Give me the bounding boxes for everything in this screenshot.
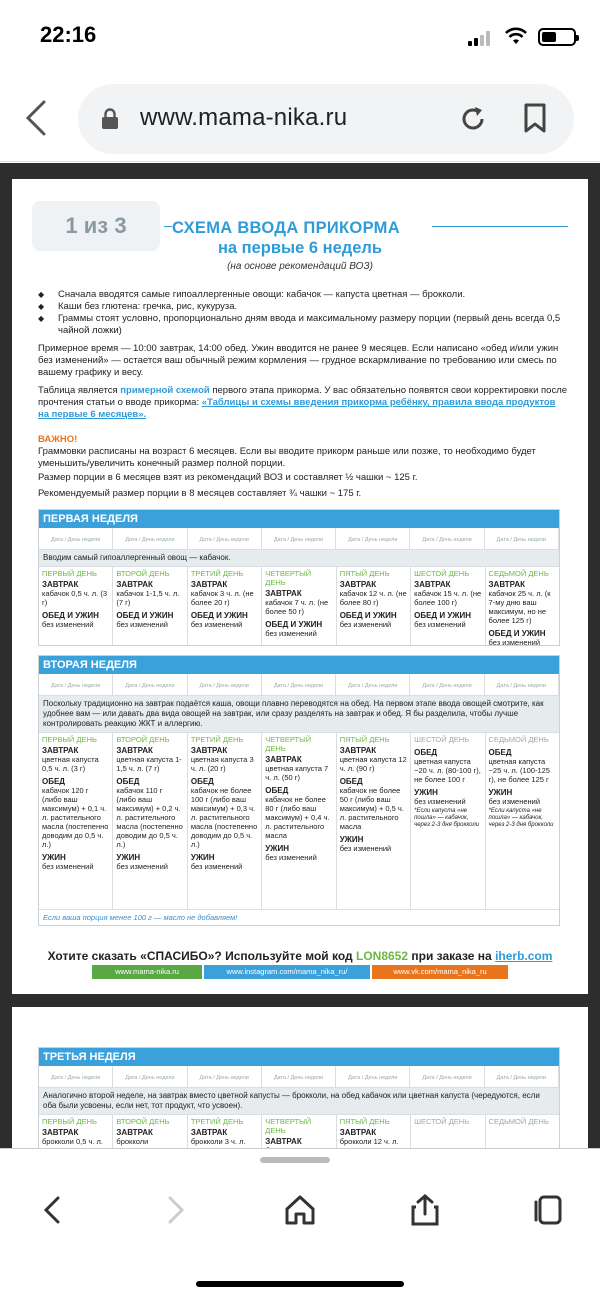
day-name: ТРЕТИЙ ДЕНЬ [190, 569, 244, 578]
date-cell: Дата / День недели [113, 674, 187, 695]
meal-label: ОБЕД И УЖИН [488, 629, 546, 638]
date-cell: Дата / День недели [188, 1066, 262, 1087]
meal-text: без изменений [190, 862, 243, 871]
day-name: СЕДЬМОЙ ДЕНЬ [488, 569, 549, 578]
day-name: ВТОРОЙ ДЕНЬ [116, 735, 170, 744]
title-rule-left [164, 226, 172, 227]
meal-text: без изменений [116, 620, 168, 629]
browser-toolbar [0, 1148, 600, 1298]
date-cell: Дата / День недели [39, 674, 113, 695]
meal-label: ЗАВТРАК [265, 1137, 302, 1146]
meal-text: кабачок не более 50 г (либо ваш максимум) + 0,5 ч. л. растительного масла [339, 786, 404, 831]
date-cell: Дата / День недели [262, 674, 336, 695]
thanks-text-a: Хотите сказать «СПАСИБО»? Используйте мой код [47, 949, 353, 963]
date-cell: Дата / День недели [262, 528, 336, 549]
date-row [39, 528, 559, 550]
meal-label: УЖИН [42, 853, 66, 862]
document-page-1 [12, 179, 588, 994]
week1-days [39, 567, 559, 645]
day-name: ПЯТЫЙ ДЕНЬ [339, 569, 390, 578]
paragraph-scheme [38, 385, 568, 421]
day-cell [113, 733, 187, 909]
date-row [39, 1066, 559, 1088]
date-cell: Дата / День недели [410, 674, 484, 695]
day-cell [486, 733, 559, 909]
share-icon[interactable] [408, 1193, 442, 1227]
day-name: ТРЕТИЙ ДЕНЬ [190, 1117, 244, 1126]
meal-label: УЖИН [339, 835, 364, 844]
thanks-text-b: при заказе на [411, 949, 492, 963]
vk-link[interactable]: www.vk.com/mama_nika_ru [372, 965, 508, 979]
intro-bullets [38, 289, 568, 337]
meal-label: ОБЕД [190, 777, 214, 786]
meal-label: ЗАВТРАК [265, 589, 302, 598]
date-cell: Дата / День недели [485, 674, 559, 695]
week1-note: Вводим самый гипоаллергенный овощ — кабачок. [39, 550, 559, 567]
week3-table [38, 1047, 560, 1160]
meal-label: ОБЕД [265, 786, 289, 795]
day-cell [39, 567, 113, 645]
meal-text: кабачок 15 ч. л. (не более 100 г) [414, 589, 482, 607]
date-cell: Дата / День недели [336, 674, 410, 695]
meal-text: без изменений [116, 862, 168, 871]
meal-label: ЗАВТРАК [42, 1128, 79, 1137]
day-name: ТРЕТИЙ ДЕНЬ [190, 735, 244, 744]
meal-label: УЖИН [414, 788, 438, 797]
browser-address-bar [0, 76, 600, 162]
meal-label: ЗАВТРАК [42, 746, 79, 755]
cellular-signal-icon [468, 30, 494, 46]
date-cell: Дата / День недели [410, 1066, 484, 1087]
meal-label: УЖИН [488, 788, 513, 797]
meal-label: УЖИН [116, 853, 141, 862]
url-field[interactable] [78, 84, 574, 154]
tabs-icon[interactable] [532, 1193, 566, 1227]
day-name: ШЕСТОЙ ДЕНЬ [414, 569, 470, 578]
paragraph-time: Примерное время — 10:00 завтрак, 14:00 обед. Ужин вводится не ранее 9 месяцев. Если написано «обед и/или ужин без изменений» — остается ваш обычный режим кормления — грудное вскармливание по требованию или смесь по вашему графику и весу. [38, 343, 559, 378]
week3-header: ТРЕТЬЯ НЕДЕЛЯ [39, 1048, 559, 1066]
day-cell [188, 567, 262, 645]
meal-label: ЗАВТРАК [414, 580, 451, 589]
meal-label: ОБЕД [42, 777, 66, 786]
lock-icon [100, 108, 120, 130]
meal-text: без изменений [265, 629, 317, 638]
day-name: ПЯТЫЙ ДЕНЬ [339, 1117, 390, 1126]
back-chevron-icon[interactable] [22, 98, 52, 138]
date-cell: Дата / День недели [262, 1066, 336, 1087]
day-name: ВТОРОЙ ДЕНЬ [116, 569, 170, 578]
clock: 22:16 [40, 22, 97, 47]
meal-text: кабачок 7 ч. л. (не более 50 г) [265, 598, 329, 616]
day-name: ПЯТЫЙ ДЕНЬ [339, 735, 390, 744]
day-name: СЕДЬМОЙ ДЕНЬ [488, 1117, 549, 1126]
day-name: ШЕСТОЙ ДЕНЬ [414, 735, 470, 744]
article-link[interactable]: «Таблицы и схемы введения прикорма ребёнку, правила ввода продуктов на первые 6 месяцев». [38, 397, 556, 420]
meal-label: ЗАВТРАК [116, 580, 153, 589]
meal-label: ЗАВТРАК [339, 580, 377, 589]
doc-subtitle-note: (на основе рекомендаций ВОЗ) [227, 261, 373, 272]
meal-label: ЗАВТРАК [190, 746, 228, 755]
date-cell: Дата / День недели [336, 1066, 410, 1087]
day-name: ПЕРВЫЙ ДЕНЬ [42, 735, 97, 744]
day-name: ВТОРОЙ ДЕНЬ [116, 1117, 170, 1126]
meal-text: без изменений [42, 620, 94, 629]
meal-label: ЗАВТРАК [42, 580, 79, 589]
meal-label: ОБЕД И УЖИН [414, 611, 472, 620]
thanks-line [12, 949, 588, 963]
meal-text: кабачок не более 80 г (либо ваш максимум) + 0,4 ч. л. растительного масла [265, 795, 330, 840]
day-cell [411, 567, 485, 645]
bullet-item: ◆ Каши без глютена: гречка, рис, кукуруза. [38, 301, 568, 313]
day-name: ЧЕТВЕРТЫЙ ДЕНЬ [265, 1117, 312, 1135]
meal-text: кабачок 110 г (либо ваш максимум) + 0,2 ч. л. растительного масла (постепенно доводим до 0,5 ч. л.) [116, 786, 183, 849]
doc-title: СХЕМА ВВОДА ПРИКОРМА [172, 219, 400, 237]
meal-text: цветная капуста 0,5 ч. л. (3 г) [42, 755, 99, 773]
important-block [38, 434, 568, 500]
day-cell [39, 733, 113, 909]
day-name: ЧЕТВЕРТЫЙ ДЕНЬ [265, 569, 312, 587]
meal-label: ОБЕД [339, 777, 363, 786]
meal-text: без изменений [190, 620, 243, 629]
date-cell: Дата / День недели [485, 528, 559, 549]
home-icon[interactable] [283, 1193, 317, 1227]
week2-note: Поскольку традиционно на завтрак подаётся каша, овощи плавно переводятся на обед. На первом этапе ввода овощей смотрите, как удобнее вам — или давать два вида овощей на завтрак, или сразу разделять на завтрак и обед. Я бы разделила, чтобы лучше контролировать реакцию ЖКТ и аллергию. [39, 696, 559, 733]
day-name: ЧЕТВЕРТЫЙ ДЕНЬ [265, 735, 312, 753]
meal-text: цветная капуста ~20 ч. л. (80-100 г), не более 100 г [414, 757, 481, 784]
bullet-item: ◆ Граммы стоят условно, пропорционально дням ввода и максимальному размеру порции (первый день всегда 0,5 чайной ложки) [38, 313, 568, 337]
day-cell [411, 733, 485, 909]
page-viewport[interactable] [0, 163, 600, 1148]
week2-header: ВТОРАЯ НЕДЕЛЯ [39, 656, 559, 674]
meal-text: *Если капуста «не пошла» — кабачок, через 2-3 дня брокколи [488, 808, 554, 828]
day-cell [262, 733, 336, 909]
week2-table [38, 655, 560, 926]
iherb-link[interactable]: iherb.com [495, 949, 553, 963]
meal-label: ОБЕД [488, 748, 512, 757]
meal-label: ОБЕД [116, 777, 140, 786]
meal-label: УЖИН [265, 844, 289, 853]
battery-icon [538, 28, 576, 46]
instagram-link[interactable]: www.instagram.com/mama_nika_ru/ [204, 965, 370, 979]
week2-footnote: Если ваша порция менее 100 г — масло не добавляем! [39, 909, 559, 925]
meal-label: ОБЕД И УЖИН [42, 611, 99, 620]
date-cell: Дата / День недели [188, 528, 262, 549]
week1-table [38, 509, 560, 646]
meal-label: ЗАВТРАК [190, 1128, 228, 1137]
meal-text: цветная капуста 1-1,5 ч. л. (7 г) [116, 755, 182, 773]
meal-label: ЗАВТРАК [339, 746, 377, 755]
meal-text: брокколи 3 ч. л. [190, 1137, 246, 1146]
important-heading: ВАЖНО! [38, 434, 78, 445]
date-row [39, 674, 559, 696]
meal-text: цветная капуста ~25 ч. л. (100-125 г), не более 125 г [488, 757, 550, 784]
scheme-text-a: Таблица является [38, 385, 118, 396]
title-rule-right [432, 226, 568, 227]
meal-label: ОБЕД И УЖИН [190, 611, 248, 620]
scheme-highlight: примерной схемой [120, 385, 210, 396]
meal-text: без изменений [414, 797, 466, 806]
paragraph-portion-8m: Рекомендуемый размер порции в 8 месяцев составляет ¾ чашки ~ 175 г. [38, 488, 362, 499]
day-cell [486, 567, 559, 645]
meal-label: ОБЕД И УЖИН [116, 611, 174, 620]
meal-label: ЗАВТРАК [116, 746, 153, 755]
meal-text: кабачок 120 г (либо ваш максимум) + 0,1 ч. л. растительного масла (постепенно доводим до 0,5 ч. л.) [42, 786, 109, 849]
meal-label: ОБЕД И УЖИН [265, 620, 323, 629]
day-cell [113, 567, 187, 645]
week3-note: Аналогично второй неделе, на завтрак вместо цветной капусты — брокколи, на обед кабачок или цветная капуста (чередуются, если оба были усвоены, если нет, тот продукт, что усвоен). [39, 1088, 559, 1115]
meal-label: ЗАВТРАК [190, 580, 228, 589]
meal-label: ЗАВТРАК [339, 1128, 377, 1137]
meal-label: ОБЕД [414, 748, 438, 757]
home-indicator[interactable] [196, 1281, 404, 1287]
day-cell [337, 733, 411, 909]
meal-label: ЗАВТРАК [488, 580, 525, 589]
week2-days [39, 733, 559, 909]
page-badge: 1 из 3 [32, 201, 160, 251]
bullet-item: ◆ Сначала вводятся самые гипоаллергенные овощи: кабачок — капуста цветная — брокколи. [38, 289, 568, 301]
meal-text: кабачок не более 100 г (либо ваш максимум) + 0,3 ч. л. растительного масла (постепенно доводим до 0,5 ч. л.) [190, 786, 258, 849]
day-name: СЕДЬМОЙ ДЕНЬ [488, 735, 549, 744]
date-cell: Дата / День недели [188, 674, 262, 695]
scheme-text-b: первого этапа прикорма. У вас обязательно появятся свои корректировки после прочтения статьи о вводе прикорма: [38, 385, 568, 408]
meal-text: кабачок 3 ч. л. (не более 20 г) [190, 589, 254, 607]
meal-text: кабачок 12 ч. л. (не более 80 г) [339, 589, 407, 607]
meal-text: без изменений [488, 638, 541, 647]
day-name: ШЕСТОЙ ДЕНЬ [414, 1117, 470, 1126]
day-cell [337, 567, 411, 645]
paragraph-age: Граммовки расписаны на возраст 6 месяцев. Если вы вводите прикорм раньше или позже, то необходимо будет уменьшить/увеличить конечный размер полной порции. [38, 446, 536, 469]
status-bar [0, 0, 600, 70]
bookmark-icon[interactable] [522, 102, 548, 134]
day-name: ПЕРВЫЙ ДЕНЬ [42, 1117, 97, 1126]
date-cell: Дата / День недели [113, 528, 187, 549]
meal-text: без изменений [339, 844, 392, 853]
meal-text: без изменений [42, 862, 94, 871]
meal-label: ЗАВТРАК [116, 1128, 153, 1137]
meal-text: без изменений [414, 620, 466, 629]
forward-icon[interactable] [158, 1193, 192, 1227]
scroll-handle[interactable] [260, 1157, 330, 1163]
week1-header: ПЕРВАЯ НЕДЕЛЯ [39, 510, 559, 528]
date-cell: Дата / День недели [410, 528, 484, 549]
meal-text: цветная капуста 12 ч. л. (90 г) [339, 755, 407, 773]
date-cell: Дата / День недели [39, 528, 113, 549]
wifi-icon [504, 26, 528, 46]
promo-code: LON8652 [356, 949, 409, 963]
meal-text: цветная капуста 7 ч. л. (50 г) [265, 764, 329, 782]
meal-label: ЗАВТРАК [265, 755, 302, 764]
day-name: ПЕРВЫЙ ДЕНЬ [42, 569, 97, 578]
meal-text: кабачок 0,5 ч. л. (3 г) [42, 589, 107, 607]
meal-text: цветная капуста 3 ч. л. (20 г) [190, 755, 254, 773]
meal-text: *Если капуста «не пошла» — кабачок, через 2-3 дня брокколи [414, 808, 480, 828]
date-cell: Дата / День недели [39, 1066, 113, 1087]
meal-text: кабачок 25 ч. л. (к 7-му дню ваш максимум, но не более 125 г) [488, 589, 551, 625]
date-cell: Дата / День недели [113, 1066, 187, 1087]
meal-text: без изменений [488, 797, 541, 806]
meal-text: без изменений [265, 853, 317, 862]
reload-icon[interactable] [458, 104, 488, 134]
site-link[interactable]: www.mama-nika.ru [92, 965, 202, 979]
doc-subtitle: на первые 6 недель [217, 239, 383, 257]
meal-text: брокколи 0,5 ч. л. [42, 1137, 103, 1146]
meal-text: без изменений [339, 620, 392, 629]
meal-text: брокколи [116, 1137, 149, 1146]
paragraph-portion-6m: Размер порции в 6 месяцев взят из рекомендаций ВОЗ и составляет ½ чашки ~ 125 г. [38, 472, 418, 483]
day-cell [262, 567, 336, 645]
date-cell: Дата / День недели [336, 528, 410, 549]
day-cell [188, 733, 262, 909]
meal-label: ОБЕД И УЖИН [339, 611, 397, 620]
meal-label: УЖИН [190, 853, 215, 862]
meal-text: брокколи 12 ч. л. [339, 1137, 399, 1146]
meal-text: кабачок 1-1,5 ч. л. (7 г) [116, 589, 180, 607]
date-cell: Дата / День недели [485, 1066, 559, 1087]
back-icon[interactable] [36, 1193, 70, 1227]
url-text: www.mama-nika.ru [140, 104, 348, 131]
